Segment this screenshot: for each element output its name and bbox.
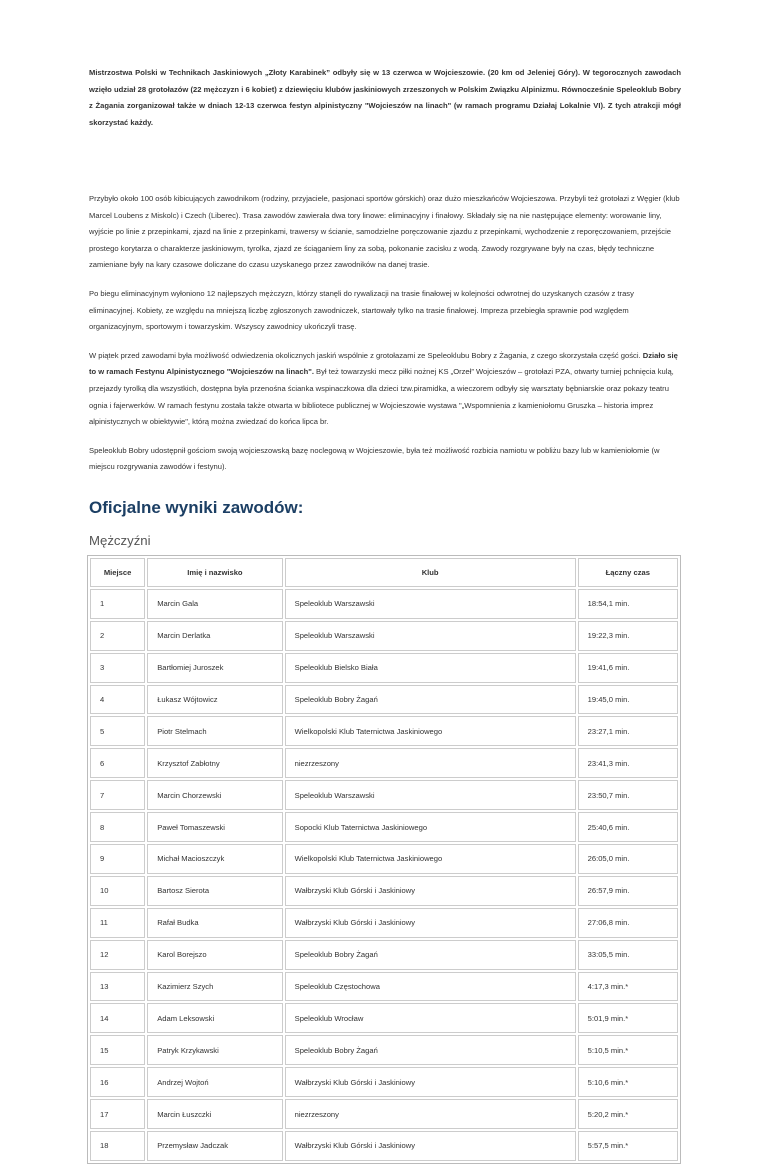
article (89, 65, 681, 1164)
cell-club: Wałbrzyski Klub Górski i Jaskiniowy (285, 908, 576, 938)
table-row (90, 1067, 678, 1097)
lead-paragraph: Mistrzostwa Polski w Technikach Jaskiniowych „Złoty Karabinek” odbyły się w 13 czerwca w Wojcieszowie. (20 km od Jeleniej Góry). W tegorocznych zawodach wzięło udział 28 grotołazów (22 mężczyzn i 6 kobiet) z dziewięciu klubów jaskiniowych zrzeszonych w Polskim Związku Alpinizmu. Równocześnie Speleoklub Bobry z Żagania zorganizował także w dniach 12-13 czerwca festyn alpinistyczny "Wojcieszów na linach" (w ramach programu Działaj Lokalnie VI). Z tych atrakcji mógł skorzystać każdy. (89, 68, 681, 127)
cell-place: 3 (90, 653, 145, 683)
cell-place: 6 (90, 748, 145, 778)
cell-club: Speleoklub Wrocław (285, 1003, 576, 1033)
cell-name: Przemysław Jadczak (147, 1131, 282, 1161)
cell-time: 5:20,2 min.* (578, 1099, 678, 1129)
cell-name: Marcin Łuszczki (147, 1099, 282, 1129)
table-row (90, 812, 678, 842)
cell-place: 9 (90, 844, 145, 874)
table-row (90, 1099, 678, 1129)
cell-name: Adam Leksowski (147, 1003, 282, 1033)
cell-club: Wałbrzyski Klub Górski i Jaskiniowy (285, 1131, 576, 1161)
cell-place: 2 (90, 621, 145, 651)
cell-club: niezrzeszony (285, 1099, 576, 1129)
cell-place: 12 (90, 940, 145, 970)
cell-name: Marcin Chorzewski (147, 780, 282, 810)
paragraph-participants: Przybyło około 100 osób kibicujących zawodnikom (rodziny, przyjaciele, pasjonaci sportów górskich) oraz dużo mieszkańców Wojcieszowa. Przybyli też grotołazi z Węgier (klub Marcel Loubens z Miskolc) i Czech (Liberec). Trasa zawodów zawierała dwa tory linowe: eliminacyjny i finałowy. Składały się na nie następujące elementy: worowanie liny, wyjście po linie z przepinkami, zjazd na linie z przepinkami, trawersy w ścianie, samodzielne poręczowanie zjazdu z przepinkami, wychodzenie z reporęczowaniem, przejście prostego korytarza o charakterze jaskiniowym, tyrolka, zjazd ze ściąganiem liny za sobą, pokonanie zacisku z wodą. Zawody rozgrywane były na czas, błędy techniczne zamieniane były na kary czasowe doliczane do czasu uzyskanego przez zawodników na danej trasie. (89, 194, 680, 270)
cell-name: Piotr Stelmach (147, 716, 282, 746)
cell-place: 7 (90, 780, 145, 810)
table-row (90, 876, 678, 906)
table-header-row (90, 558, 678, 587)
cell-club: Speleoklub Warszawski (285, 780, 576, 810)
paragraph-finals: Po biegu eliminacyjnym wyłoniono 12 najlepszych mężczyzn, którzy stanęli do rywalizacji na trasie finałowej w kolejności odwrotnej do uzyskanych czasów z trasy eliminacyjnej. Kobiety, ze względu na mniejszą liczbę zgłoszonych zawodniczek, startowały tylko na trasie finałowej. Impreza przebiegła sprawnie pod względem organizacyjnym, sportowym i towarzyskim. Wszyscy zawodnicy ukończyli trasę. (89, 288, 634, 332)
cell-place: 13 (90, 972, 145, 1002)
table-row (90, 844, 678, 874)
cell-club: Wielkopolski Klub Taternictwa Jaskiniowego (285, 716, 576, 746)
cell-name: Bartosz Sierota (147, 876, 282, 906)
table-row (90, 1131, 678, 1161)
table-row (90, 748, 678, 778)
cell-time: 5:01,9 min.* (578, 1003, 678, 1033)
cell-time: 26:57,9 min. (578, 876, 678, 906)
cell-time: 23:27,1 min. (578, 716, 678, 746)
cell-place: 1 (90, 589, 145, 619)
table-row (90, 780, 678, 810)
header-place: Miejsce (90, 558, 145, 587)
cell-name: Paweł Tomaszewski (147, 812, 282, 842)
cell-time: 18:54,1 min. (578, 589, 678, 619)
cell-name: Marcin Gala (147, 589, 282, 619)
paragraph-accommodation: Speleoklub Bobry udostępnił gościom swoją wojcieszowską bazę noclegową w Wojcieszowie, była też możliwość rozbicia namiotu w pobliżu bazy lub w kamieniołomie (w miejscu rozgrywania zawodów i festynu). (89, 445, 660, 472)
cell-time: 27:06,8 min. (578, 908, 678, 938)
cell-time: 19:45,0 min. (578, 685, 678, 715)
header-time: Łączny czas (578, 558, 678, 587)
table-row (90, 940, 678, 970)
header-club: Klub (285, 558, 576, 587)
cell-place: 4 (90, 685, 145, 715)
cell-place: 16 (90, 1067, 145, 1097)
cell-time: 23:41,3 min. (578, 748, 678, 778)
men-subheading: Mężczyźni (89, 532, 151, 548)
cell-name: Krzysztof Zabłotny (147, 748, 282, 778)
table-row (90, 621, 678, 651)
cell-place: 17 (90, 1099, 145, 1129)
cell-club: Wielkopolski Klub Taternictwa Jaskiniowego (285, 844, 576, 874)
cell-name: Łukasz Wójtowicz (147, 685, 282, 715)
cell-time: 4:17,3 min.* (578, 972, 678, 1002)
results-heading: Oficjalne wyniki zawodów: (89, 497, 304, 517)
cell-name: Rafał Budka (147, 908, 282, 938)
festival-text-bold: Działo się to w ramach Festynu Alpinistycznego "Wojcieszów na linach". (89, 350, 678, 377)
table-row (90, 972, 678, 1002)
table-row (90, 653, 678, 683)
cell-place: 10 (90, 876, 145, 906)
cell-place: 15 (90, 1035, 145, 1065)
cell-club: Wałbrzyski Klub Górski i Jaskiniowy (285, 1067, 576, 1097)
cell-place: 8 (90, 812, 145, 842)
cell-time: 26:05,0 min. (578, 844, 678, 874)
cell-club: Speleoklub Bobry Żagań (285, 1035, 576, 1065)
table-row (90, 589, 678, 619)
cell-club: Wałbrzyski Klub Górski i Jaskiniowy (285, 876, 576, 906)
cell-name: Andrzej Wojtoń (147, 1067, 282, 1097)
table-row (90, 908, 678, 938)
cell-time: 5:10,6 min.* (578, 1067, 678, 1097)
paragraph-festival (89, 348, 681, 431)
cell-place: 14 (90, 1003, 145, 1033)
header-name: Imię i nazwisko (147, 558, 282, 587)
cell-name: Michał Macioszczyk (147, 844, 282, 874)
table-row (90, 716, 678, 746)
cell-place: 5 (90, 716, 145, 746)
cell-time: 23:50,7 min. (578, 780, 678, 810)
cell-club: Speleoklub Warszawski (285, 589, 576, 619)
cell-club: Speleoklub Bobry Żagań (285, 685, 576, 715)
festival-text-a: W piątek przed zawodami była możliwość odwiedzenia okolicznych jaskiń wspólnie z grotołazami ze Speleoklubu Bobry z Żagania, z czego skorzystała część gości. (89, 350, 643, 360)
cell-name: Marcin Derlatka (147, 621, 282, 651)
table-row (90, 1003, 678, 1033)
cell-name: Patryk Krzykawski (147, 1035, 282, 1065)
cell-place: 18 (90, 1131, 145, 1161)
table-row (90, 685, 678, 715)
cell-club: Speleoklub Bobry Żagań (285, 940, 576, 970)
cell-name: Bartłomiej Juroszek (147, 653, 282, 683)
cell-time: 5:10,5 min.* (578, 1035, 678, 1065)
cell-club: Speleoklub Częstochowa (285, 972, 576, 1002)
cell-time: 25:40,6 min. (578, 812, 678, 842)
cell-time: 19:22,3 min. (578, 621, 678, 651)
cell-club: Speleoklub Bielsko Biała (285, 653, 576, 683)
cell-name: Karol Borejszo (147, 940, 282, 970)
cell-club: niezrzeszony (285, 748, 576, 778)
results-table (87, 555, 681, 1164)
cell-time: 33:05,5 min. (578, 940, 678, 970)
cell-club: Sopocki Klub Taternictwa Jaskiniowego (285, 812, 576, 842)
festival-text-c: Był też towarzyski mecz piłki nożnej KS „Orzeł” Wojcieszów – grotołazi PZA, otwarty turniej pchnięcia kulą, przejazdy tyrolką dla wszystkich, dostępna była przenośna ścianka wspinaczkowa dla dzieci tzw.piramidka, a wieczorem odbyły się warsztaty bębniarskie oraz pokazy teatru ognia i fajerwerków. W ramach festynu została także otwarta w bibliotece publicznej w Wojcieszowie wystawa "„Wspomnienia z kamieniołomu Gruszka – historia imprez alpinistycznych w obiektywie", którą można zwiedzać do końca lipca br. (89, 367, 674, 427)
cell-place: 11 (90, 908, 145, 938)
cell-club: Speleoklub Warszawski (285, 621, 576, 651)
cell-name: Kazimierz Szych (147, 972, 282, 1002)
cell-time: 5:57,5 min.* (578, 1131, 678, 1161)
table-row (90, 1035, 678, 1065)
cell-time: 19:41,6 min. (578, 653, 678, 683)
